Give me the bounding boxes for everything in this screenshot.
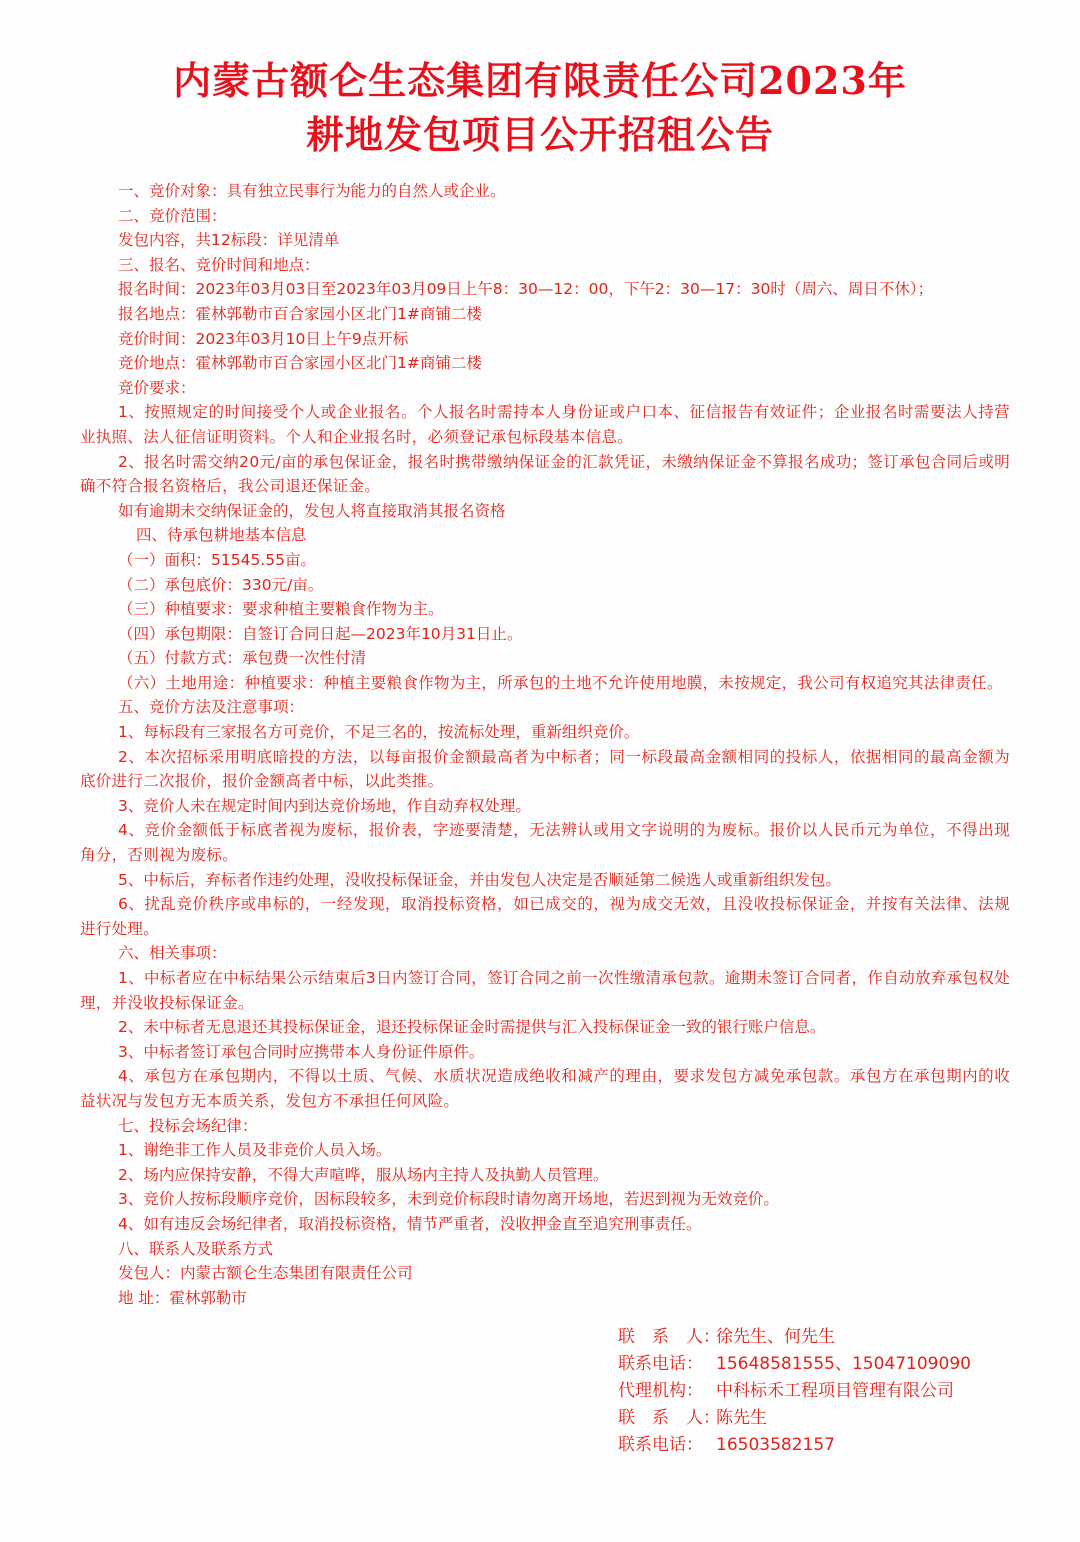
text-line: 报名时间：2023年03月03日至2023年03月09日上午8：30—12：00，下午2：30—17：30时（周六、周日不休）； <box>118 280 934 299</box>
text-line: 2、场内应保持安静，不得大声喧哗，服从场内主持人及执勤人员管理。 <box>118 1165 609 1184</box>
announcement-body <box>80 179 1010 1310</box>
section-heading: 四、待承包耕地基本信息 <box>136 526 307 545</box>
section-heading: 五、竞价方法及注意事项： <box>118 698 305 717</box>
section-heading: 一、竞价对象：具有独立民事行为能力的自然人或企业。 <box>118 182 506 200</box>
contact-block <box>618 1324 971 1459</box>
section-heading: 三、报名、竞价时间和地点： <box>118 255 320 274</box>
text-line: 1、谢绝非工作人员及非竞价人员入场。 <box>118 1141 392 1160</box>
contact-label: 联系电话： <box>618 1354 703 1374</box>
contact-row <box>618 1324 971 1351</box>
text-line: 2、未中标者无息退还其投标保证金，退还投标保证金时需提供与汇入投标保证金一致的银行账户信息。 <box>118 1018 826 1037</box>
contact-value: 中科标禾工程项目管理有限公司 <box>716 1381 954 1401</box>
section-heading: 竞价要求： <box>118 378 196 397</box>
paragraph: 4、承包方在承包期内，不得以土质、气候、水质状况造成绝收和减产的理由，要求发包方减免承包款。承包方在承包期内的收益状况与发包方无本质关系，发包方不承担任何风险。 <box>80 1067 1010 1110</box>
list-item: （三）种植要求：要求种植主要粮食作物为主。 <box>118 600 444 619</box>
list-item: （二）承包底价：330元/亩。 <box>118 575 324 594</box>
paragraph: 4、竞价金额低于标底者视为废标，报价表，字迹要清楚，无法辨认或用文字说明的为废标。报价以人民币元为单位，不得出现角分，否则视为废标。 <box>80 821 1010 865</box>
paragraph: 1、中标者应在中标结果公示结束后3日内签订合同，签订合同之前一次性缴清承包款。逾期未签订合同者，作自动放弃承包权处理，并没收投标保证金。 <box>80 969 1010 1012</box>
list-item: （一）面积：51545.55亩。 <box>118 550 316 569</box>
text-line: 1、每标段有三家报名方可竞价，不足三名的，按流标处理，重新组织竞价。 <box>118 723 640 742</box>
title-line-1: 内蒙古额仑生态集团有限责任公司2023年 <box>173 58 907 103</box>
contact-phone: 16503582157 <box>716 1435 835 1455</box>
section-heading: 八、联系人及联系方式 <box>118 1239 274 1258</box>
paragraph: 6、扰乱竞价秩序或串标的，一经发现，取消投标资格，如已成交的，视为成交无效，且没收投标保证金，并按有关法律、法规进行处理。 <box>80 895 1010 938</box>
contact-phone: 15648581555、15047109090 <box>716 1354 971 1374</box>
contact-label: 代理机构： <box>618 1381 703 1401</box>
contact-label: 联系电话： <box>618 1435 703 1455</box>
text-line: 发包人：内蒙古额仑生态集团有限责任公司 <box>118 1264 413 1283</box>
contact-label: 联 系 人： <box>618 1327 720 1347</box>
contact-value: 徐先生、何先生 <box>716 1327 835 1347</box>
contact-row <box>618 1351 971 1378</box>
text-line: 报名地点：霍林郭勒市百合家园小区北门1#商铺二楼 <box>118 304 482 323</box>
paragraph: 1、按照规定的时间接受个人或企业报名。个人报名时需持本人身份证或户口本、征信报告有效证件；企业报名时需要法人持营业执照、法人征信证明资料。个人和企业报名时，必须登记承包标段基本信息。 <box>80 403 1010 446</box>
contact-row <box>618 1405 971 1432</box>
contact-value: 陈先生 <box>716 1408 767 1428</box>
section-heading: 六、相关事项： <box>118 944 227 963</box>
paragraph: 2、报名时需交纳20元/亩的承包保证金，报名时携带缴纳保证金的汇款凭证，未缴纳保证金不算报名成功；签订承包合同后或明确不符合报名资格后，我公司退还保证金。 <box>80 452 1010 496</box>
text-line: 如有逾期未交纳保证金的，发包人将直接取消其报名资格 <box>118 501 506 520</box>
contact-row <box>618 1432 971 1459</box>
section-heading: 七、投标会场纪律： <box>118 1116 258 1135</box>
contact-label: 联 系 人： <box>618 1408 720 1428</box>
text-line: 竞价时间：2023年03月10日上午9点开标 <box>118 329 409 348</box>
text-line: 地 址：霍林郭勒市 <box>118 1288 247 1307</box>
list-item: （五）付款方式：承包费一次性付清 <box>118 649 367 668</box>
text-line: 5、中标后，弃标者作违约处理，没收投标保证金，并由发包人决定是否顺延第二候选人或重新组织发包。 <box>118 870 841 889</box>
text-line: 3、竞价人未在规定时间内到达竞价场地，作自动弃权处理。 <box>118 796 531 815</box>
paragraph: （六）土地用途：种植要求：种植主要粮食作物为主，所承包的土地不允许使用地膜，未按规定，我公司有权追究其法律责任。 <box>118 673 1003 692</box>
contact-row <box>618 1378 971 1405</box>
text-line: 竞价地点：霍林郭勒市百合家园小区北门1#商铺二楼 <box>118 354 482 373</box>
section-heading: 二、竞价范围： <box>118 206 227 225</box>
text-line: 3、中标者签订承包合同时应携带本人身份证件原件。 <box>118 1042 485 1061</box>
text-line: 3、竞价人按标段顺序竞价，因标段较多，未到竞价标段时请勿离开场地，若迟到视为无效竞价。 <box>118 1190 779 1209</box>
list-item: （四）承包期限：自签订合同日起—2023年10月31日止。 <box>118 624 523 643</box>
paragraph: 2、本次招标采用明底暗投的方法，以每亩报价金额最高者为中标者；同一标段最高金额相同的投标人，依据相同的最高金额为底价进行二次报价，报价金额高者中标，以此类推。 <box>80 747 1010 791</box>
title-line-2: 耕地发包项目公开招租公告 <box>305 112 774 157</box>
text-line: 4、如有违反会场纪律者，取消投标资格，情节严重者，没收押金直至追究刑事责任。 <box>118 1214 702 1233</box>
text-line: 发包内容，共12标段：详见清单 <box>118 231 340 250</box>
